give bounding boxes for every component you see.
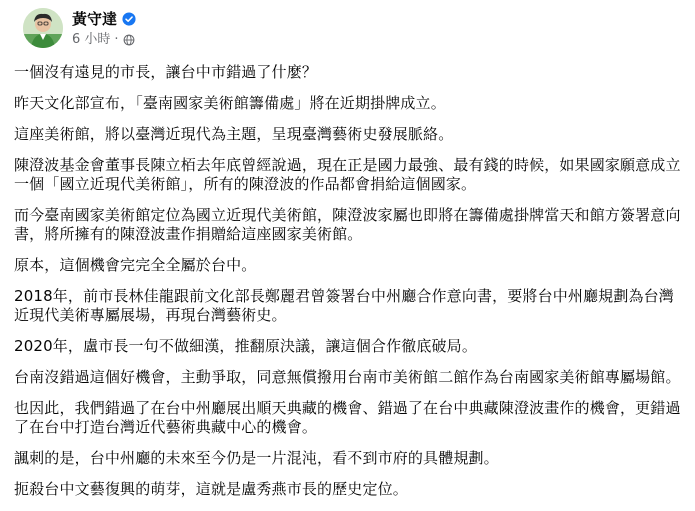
meta-separator: · [114, 32, 119, 47]
post-paragraph: 陳澄波基金會董事長陳立栢去年底曾經說過，現在正是國力最強、最有錢的時候，如果國家願意成立一個「國立近現代美術館」，所有的陳澄波的作品都會捐給這個國家。 [14, 156, 681, 193]
post-paragraph: 台南沒錯過這個好機會，主動爭取，同意無償撥用台南市美術館二館作為台南國家美術館專屬場館。 [14, 368, 681, 386]
post-paragraph: 原本，這個機會完完全全屬於台中。 [14, 256, 257, 274]
post-paragraph: 這座美術館，將以臺灣近現代為主題，呈現臺灣藝術史發展脈絡。 [14, 125, 454, 143]
post-paragraph: 諷刺的是，台中州廳的未來至今仍是一片混沌，看不到市府的具體規劃。 [14, 449, 499, 467]
post-paragraph: 一個沒有遠見的市長，讓台中市錯過了什麼？ [14, 63, 318, 81]
post-paragraph: 扼殺台中文藝復興的萌芽，這就是盧秀燕市長的歷史定位。 [14, 480, 408, 498]
post-paragraph: 2020年，盧市長一句不做細漢，推翻原決議，讓這個合作徹底破局。 [14, 337, 477, 355]
person-avatar-icon [23, 8, 63, 48]
post-timestamp[interactable]: 6 小時 [72, 32, 111, 47]
author-row [72, 10, 136, 28]
post-header [14, 0, 681, 62]
post-paragraph: 也因此，我們錯過了在台中州廳展出順天典藏的機會、錯過了在台中典藏陳澄波畫作的機會，更錯過了在台中打造台灣近代藝術典藏中心的機會。 [14, 399, 681, 436]
verified-badge-icon [122, 12, 136, 26]
globe-icon[interactable] [123, 34, 135, 46]
post-paragraph: 昨天文化部宣布，「臺南國家美術館籌備處」將在近期掛牌成立。 [14, 94, 446, 112]
post-meta [72, 32, 135, 48]
post-paragraph: 而今臺南國家美術館定位為國立近現代美術館，陳澄波家屬也即將在籌備處掛牌當天和館方簽署意向書，將所擁有的陳澄波畫作捐贈給這座國家美術館。 [14, 206, 681, 243]
avatar[interactable] [23, 8, 63, 48]
author-name[interactable]: 黃守達 [72, 10, 118, 28]
post-body [14, 63, 684, 511]
post-paragraph: 2018年，前市長林佳龍跟前文化部長鄭麗君曾簽署台中州廳合作意向書，要將台中州廳規劃為台灣近現代美術專屬展場，再現台灣藝術史。 [14, 287, 674, 324]
